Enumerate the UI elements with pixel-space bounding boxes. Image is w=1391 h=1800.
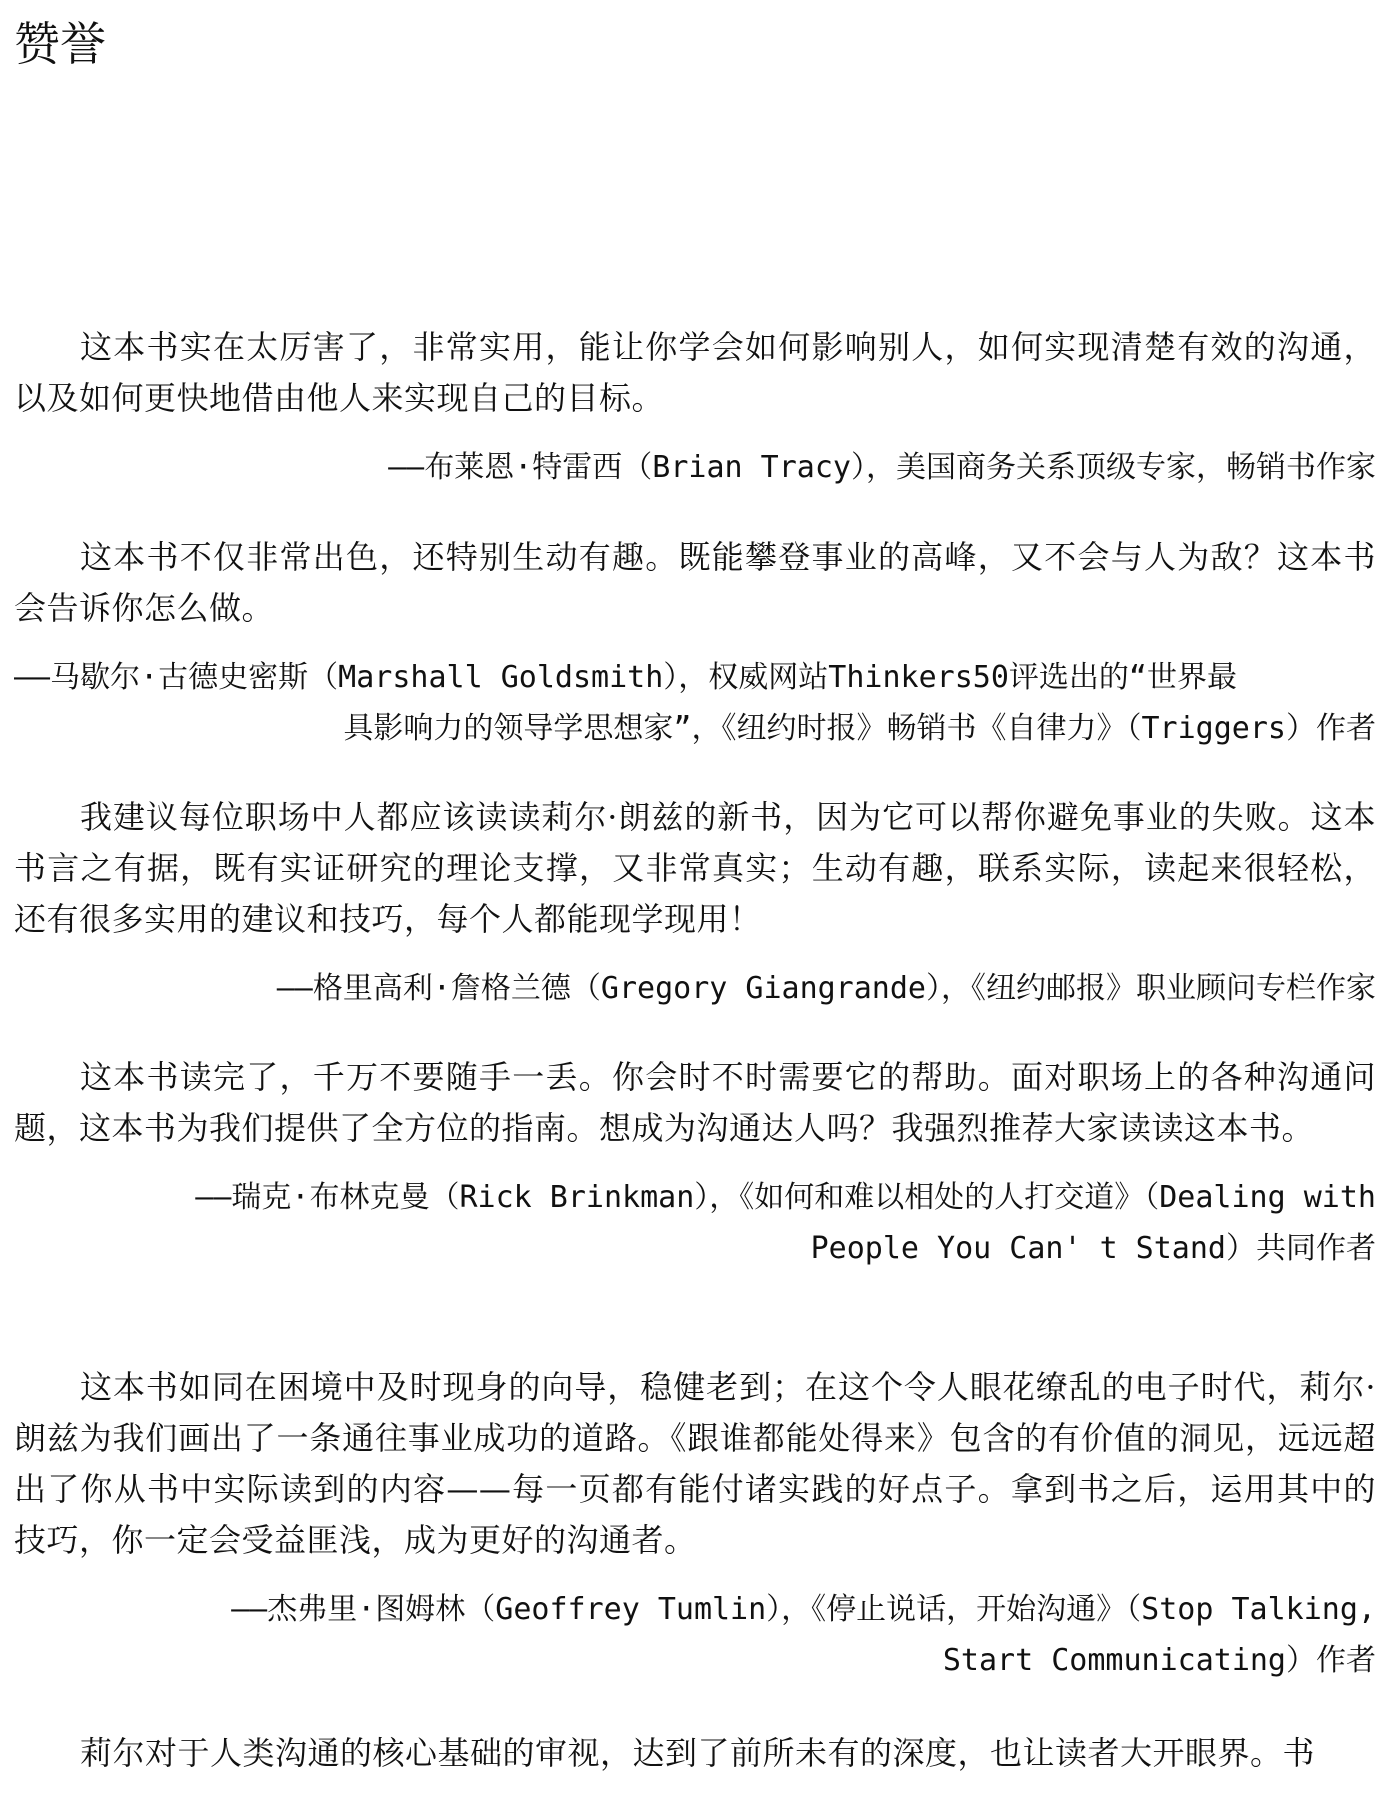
attribution-line: ——瑞克·布林克曼（Rick Brinkman），《如何和难以相处的人打交道》（Dealing with <box>195 1180 1376 1215</box>
endorsement-6 <box>14 1728 1376 1779</box>
endorsement-quote: 这本书不仅非常出色，还特别生动有趣。既能攀登事业的高峰，又不会与人为敌？这本书会告诉你怎么做。 <box>14 538 1376 627</box>
attribution-line: People You Can' t Stand）共同作者 <box>810 1231 1376 1266</box>
page-title: 赞誉 <box>14 17 106 71</box>
endorsement-attribution <box>14 1172 1376 1274</box>
attribution-line: ——布莱恩·特雷西（Brian Tracy），美国商务关系顶级专家，畅销书作家 <box>388 450 1376 485</box>
endorsement-2 <box>14 532 1376 754</box>
endorsement-4 <box>14 1052 1376 1274</box>
endorsement-3 <box>14 792 1376 1014</box>
endorsement-attribution <box>14 1584 1376 1686</box>
attribution-line: 具影响力的领导学思想家”，《纽约时报》畅销书《自律力》（Triggers）作者 <box>343 711 1376 746</box>
endorsement-1 <box>14 322 1376 493</box>
attribution-line: ——马歇尔·古德史密斯（Marshall Goldsmith），权威网站Thinkers50评选出的“世界最 <box>14 660 1237 695</box>
endorsement-quote: 这本书读完了，千万不要随手一丢。你会时不时需要它的帮助。面对职场上的各种沟通问题，这本书为我们提供了全方位的指南。想成为沟通达人吗？我强烈推荐大家读读这本书。 <box>14 1058 1376 1147</box>
attribution-line: ——格里高利·詹格兰德（Gregory Giangrande），《纽约邮报》职业顾问专栏作家 <box>276 971 1376 1006</box>
endorsement-attribution <box>14 652 1376 754</box>
attribution-line: ——杰弗里·图姆林（Geoffrey Tumlin），《停止说话，开始沟通》（Stop Talking, <box>231 1592 1376 1627</box>
endorsement-attribution <box>14 442 1376 493</box>
endorsement-5 <box>14 1362 1376 1686</box>
endorsement-quote: 这本书如同在困境中及时现身的向导，稳健老到；在这个令人眼花缭乱的电子时代，莉尔·朗兹为我们画出了一条通往事业成功的道路。《跟谁都能处得来》包含的有价值的洞见，远远超出了你从书中实际读到的内容——每一页都有能付诸实践的好点子。拿到书之后，运用其中的技巧，你一定会受益匪浅，成为更好的沟通者。 <box>14 1368 1376 1559</box>
endorsement-quote: 莉尔对于人类沟通的核心基础的审视，达到了前所未有的深度，也让读者大开眼界。书 <box>80 1734 1316 1772</box>
endorsement-attribution <box>14 963 1376 1014</box>
attribution-line: Start Communicating）作者 <box>942 1643 1376 1678</box>
endorsement-quote: 我建议每位职场中人都应该读读莉尔·朗兹的新书，因为它可以帮你避免事业的失败。这本书言之有据，既有实证研究的理论支撑，又非常真实；生动有趣，联系实际，读起来很轻松，还有很多实用的建议和技巧，每个人都能现学现用！ <box>14 798 1376 938</box>
endorsement-quote: 这本书实在太厉害了，非常实用，能让你学会如何影响别人，如何实现清楚有效的沟通，以及如何更快地借由他人来实现自己的目标。 <box>14 328 1376 417</box>
